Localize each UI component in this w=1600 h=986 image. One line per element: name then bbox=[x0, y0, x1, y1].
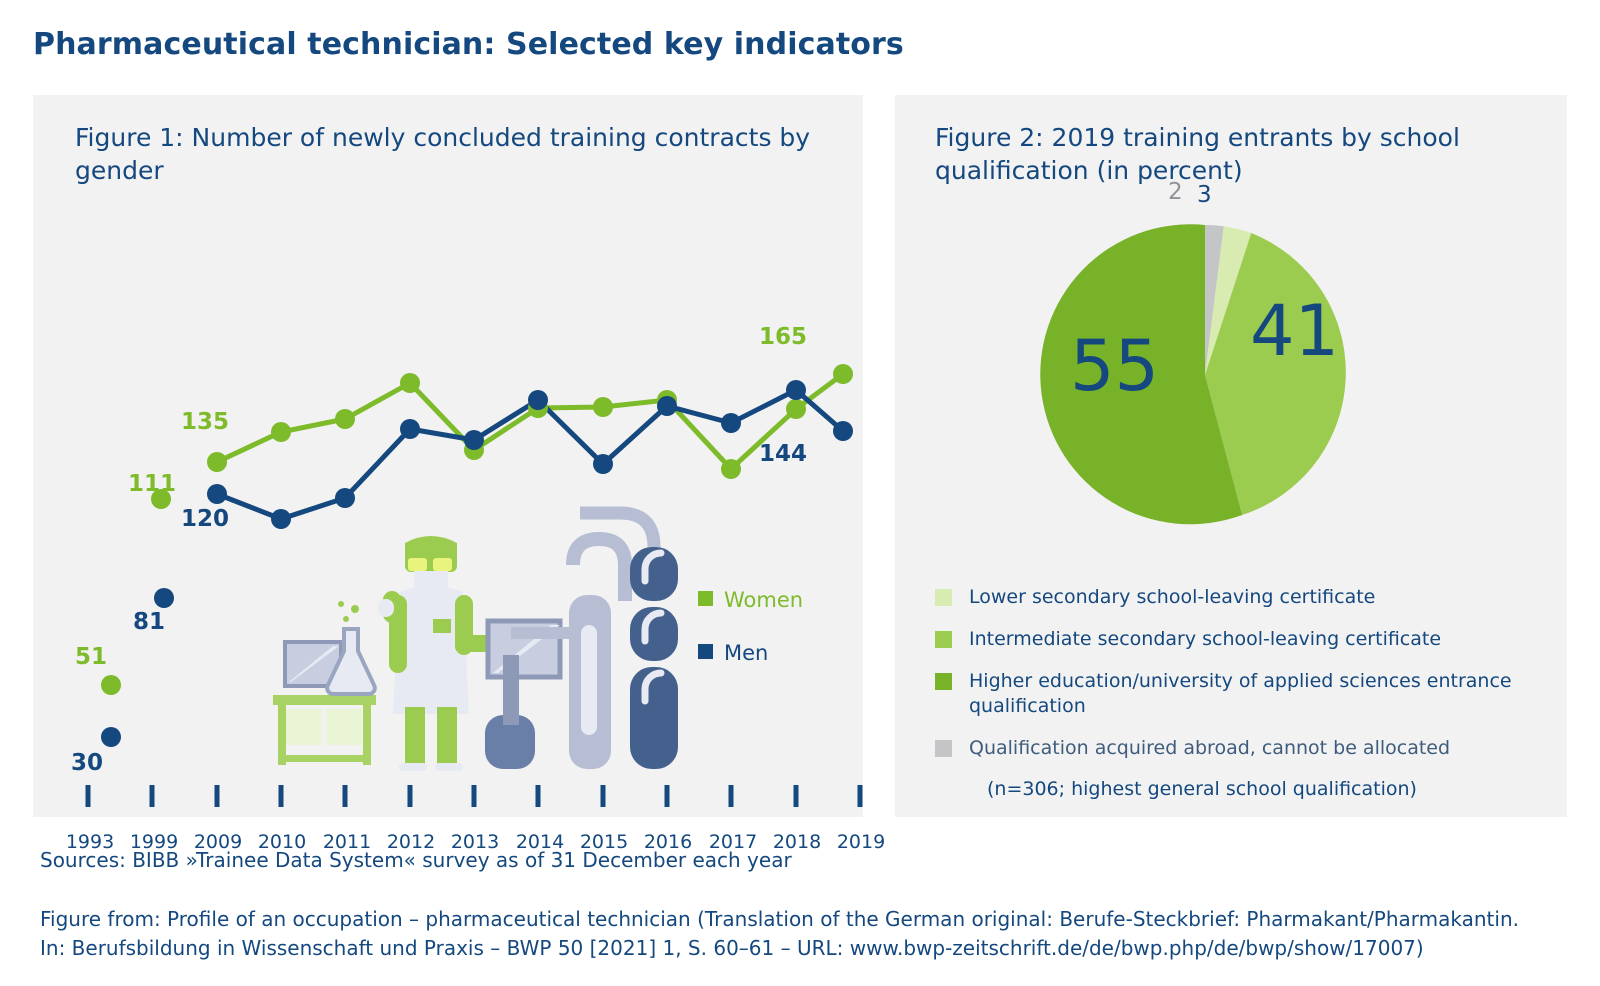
legend-swatch-higher-education bbox=[935, 673, 952, 690]
legend-label-men: Men bbox=[724, 641, 769, 665]
legend-swatch-lower-secondary bbox=[935, 589, 952, 606]
figure-source-line1: Figure from: Profile of an occupation – pharmaceutical technician (Translation of the German original: Berufe-Steckbrief: Pharmakant/Pharmakantin. bbox=[40, 907, 1519, 931]
pie-value-higher-education: 55 bbox=[1070, 325, 1160, 407]
x-label-2014: 2014 bbox=[515, 831, 565, 853]
x-label-2015: 2015 bbox=[579, 831, 629, 853]
figure2-legend bbox=[935, 585, 1545, 800]
x-label-1993: 1993 bbox=[65, 831, 115, 853]
legend-swatch-women bbox=[698, 591, 713, 606]
x-label-2013: 2013 bbox=[450, 831, 500, 853]
series-men-points bbox=[101, 380, 853, 747]
label-men-2019: 144 bbox=[759, 441, 808, 467]
legend-item-men bbox=[698, 641, 768, 665]
figure1-title: Figure 1: Number of newly concluded training contracts by gender bbox=[75, 123, 811, 185]
figure1-chart bbox=[33, 95, 863, 817]
page-title: Pharmaceutical technician: Selected key indicators bbox=[33, 27, 904, 62]
label-men-1999: 81 bbox=[133, 609, 166, 635]
legend-label-intermediate: Intermediate secondary school-leaving certificate bbox=[969, 628, 1442, 651]
x-label-2017: 2017 bbox=[708, 831, 758, 853]
label-men-1993: 30 bbox=[71, 750, 104, 776]
legend-swatch-intermediate bbox=[935, 631, 952, 648]
x-label-2012: 2012 bbox=[386, 831, 436, 853]
pie-value-abroad: 2 bbox=[1168, 179, 1183, 205]
label-men-2009: 120 bbox=[181, 506, 230, 532]
lab-illustration bbox=[273, 513, 678, 771]
label-women-2019: 165 bbox=[759, 324, 808, 350]
x-label-2016: 2016 bbox=[643, 831, 693, 853]
figure-source-text bbox=[40, 905, 1560, 963]
x-label-2009: 2009 bbox=[193, 831, 243, 853]
x-label-1999: 1999 bbox=[129, 831, 179, 853]
figure2-title: Figure 2: 2019 training entrants by school qualification (in percent) bbox=[935, 123, 1460, 185]
label-women-1999: 111 bbox=[128, 471, 177, 497]
legend-label-women: Women bbox=[724, 588, 804, 612]
legend-swatch-abroad bbox=[935, 740, 952, 757]
legend-label-higher-education: Higher education/university of applied sciences entrance qualification bbox=[969, 670, 1512, 718]
legend-item-women bbox=[698, 588, 803, 612]
figure1-panel bbox=[33, 95, 886, 853]
figure2-panel bbox=[895, 95, 1567, 817]
x-label-2011: 2011 bbox=[322, 831, 372, 853]
figure-source-line2: In: Berufsbildung in Wissenschaft und Praxis – BWP 50 [2021] 1, S. 60–61 – URL: www.bwp-zeitschrift.de/de/bwp.php/de/bwp/show/17007) bbox=[40, 936, 1424, 960]
x-label-2019: 2019 bbox=[836, 831, 886, 853]
legend-label-abroad: Qualification acquired abroad, cannot be allocated bbox=[969, 737, 1451, 760]
legend-item-abroad bbox=[935, 736, 1545, 761]
figure2-pie-chart bbox=[1035, 179, 1375, 545]
sources-text: Sources: BIBB »Trainee Data System« survey as of 31 December each year bbox=[40, 848, 792, 872]
figure1-x-axis bbox=[88, 785, 860, 807]
pie-value-lower-secondary: 3 bbox=[1197, 182, 1212, 208]
label-women-1993: 51 bbox=[75, 644, 108, 670]
legend-item-higher-education bbox=[935, 669, 1545, 719]
pie-value-intermediate: 41 bbox=[1250, 290, 1340, 372]
label-women-2009: 135 bbox=[181, 409, 230, 435]
legend-label-lower-secondary: Lower secondary school-leaving certificate bbox=[969, 586, 1376, 608]
figure2-note: (n=306; highest general school qualification) bbox=[987, 778, 1417, 801]
series-women-line bbox=[217, 374, 843, 469]
legend-swatch-men bbox=[698, 644, 713, 659]
legend-item-intermediate bbox=[935, 627, 1545, 652]
legend-item-lower-secondary bbox=[935, 585, 1545, 610]
x-label-2018: 2018 bbox=[772, 831, 822, 853]
x-label-2010: 2010 bbox=[257, 831, 307, 853]
